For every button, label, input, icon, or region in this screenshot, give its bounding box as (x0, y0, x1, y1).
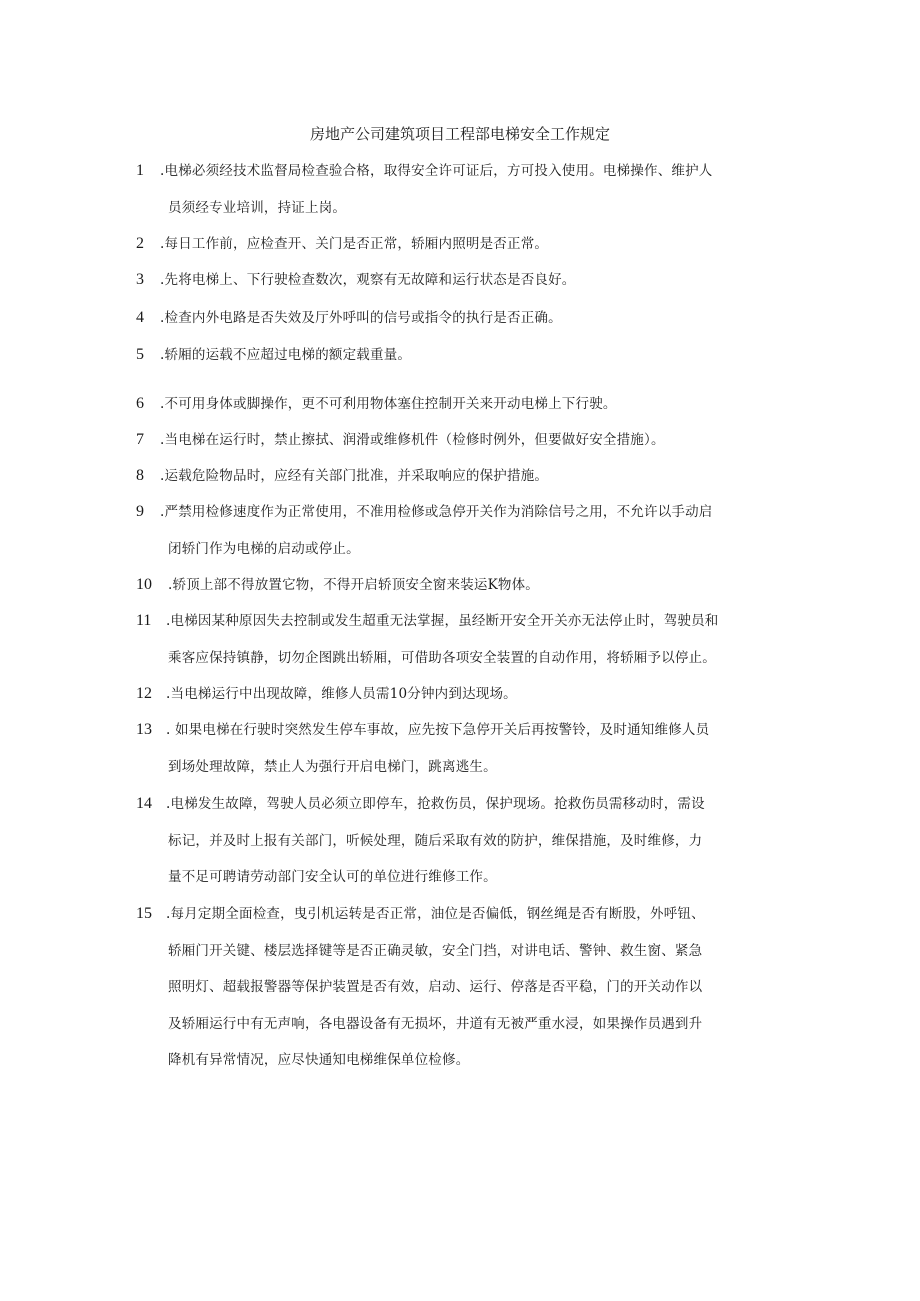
document-title: 房地产公司建筑项目工程部电梯安全工作规定 (309, 125, 610, 143)
item-text-line: .当电梯运行中出现故障，维修人员需10分钟内到达现场。 (166, 686, 517, 702)
item-text-line: .当电梯在运行时，禁止擦拭、润滑或维修机件（检修时例外，但要做好安全措施）。 (160, 432, 665, 448)
item-text-line: .电梯必须经技术监督局检查验合格，取得安全许可证后，方可投入使用。电梯操作、维护人 (160, 163, 713, 179)
item-number: 11 (136, 612, 152, 629)
item-text-line: 量不足可聘请劳动部门安全认可的单位进行维修工作。 (168, 869, 497, 885)
item-text-line: .每月定期全面检查，曳引机运转是否正常，油位是否偏低，钢丝绳是否有断股，外呼钮、 (166, 906, 705, 922)
item-text-line: 照明灯、超载报警器等保护装置是否有效，启动、运行、停落是否平稳，门的开关动作以 (168, 979, 703, 995)
item-number: 5 (136, 346, 144, 363)
item-text-line: . 如果电梯在行驶时突然发生停车事故，应先按下急停开关后再按警铃，及时通知维修人员 (166, 722, 710, 738)
item-text-line: .电梯因某种原因失去控制或发生超重无法掌握，虽经断开安全开关亦无法停止时，驾驶员和 (166, 613, 719, 629)
item-number: 14 (136, 795, 152, 812)
item-number: 10 (136, 576, 152, 593)
item-number: 7 (136, 431, 144, 448)
item-text-line: 闭轿门作为电梯的启动或停止。 (168, 541, 360, 557)
item-number: 9 (136, 503, 144, 520)
item-text-line: .轿厢的运载不应超过电梯的额定载重量。 (160, 347, 412, 363)
item-text-line: 乘客应保持镇静，切勿企图跳出轿厢，可借助各项安全装置的自动作用，将轿厢予以停止。 (168, 650, 716, 666)
item-text-line: .每日工作前，应检查开、关门是否正常，轿厢内照明是否正常。 (160, 236, 549, 252)
item-number: 4 (136, 309, 144, 326)
item-text-line: 降机有异常情况，应尽快通知电梯维保单位检修。 (168, 1052, 470, 1068)
item-text-line: .电梯发生故障，驾驶人员必须立即停车，抢救伤员，保护现场。抢救伤员需移动时，需设 (166, 796, 705, 812)
item-text-line: 到场处理故障，禁止人为强行开启电梯门，跳离逃生。 (168, 759, 497, 775)
item-text-line: .先将电梯上、下行驶检查数次，观察有无故障和运行状态是否良好。 (160, 272, 576, 288)
item-number: 15 (136, 905, 152, 922)
item-text-line: .轿顶上部不得放置它物，不得开启轿顶安全窗来装运K物体。 (168, 577, 539, 593)
item-text-line: .严禁用检修速度作为正常使用，不准用检修或急停开关作为消除信号之用，不允许以手动启 (160, 504, 713, 520)
item-text-line: .不可用身体或脚操作，更不可利用物体塞住控制开关来开动电梯上下行驶。 (160, 396, 617, 412)
item-number: 12 (136, 685, 152, 702)
item-number: 8 (136, 467, 144, 484)
item-text-line: 及轿厢运行中有无声响，各电器设备有无损坏，井道有无被严重水浸，如果操作员遇到升 (168, 1016, 703, 1032)
item-number: 6 (136, 395, 144, 412)
item-number: 1 (136, 162, 144, 179)
item-text-line: .运载危险物品时，应经有关部门批准，并采取响应的保护措施。 (160, 468, 549, 484)
item-number: 2 (136, 235, 144, 252)
item-number: 3 (136, 271, 144, 288)
item-number: 13 (136, 721, 152, 738)
item-text-line: .检查内外电路是否失效及厅外呼叫的信号或指令的执行是否正确。 (160, 310, 562, 326)
item-text-line: 标记，并及时上报有关部门，听候处理，随后采取有效的防护，维保措施，及时维修，力 (168, 833, 703, 849)
item-text-line: 轿厢门开关键、楼层选择键等是否正确灵敏，安全门挡，对讲电话、警钟、救生窗、紧急 (168, 943, 703, 959)
item-text-line: 员须经专业培训，持证上岗。 (168, 200, 347, 216)
